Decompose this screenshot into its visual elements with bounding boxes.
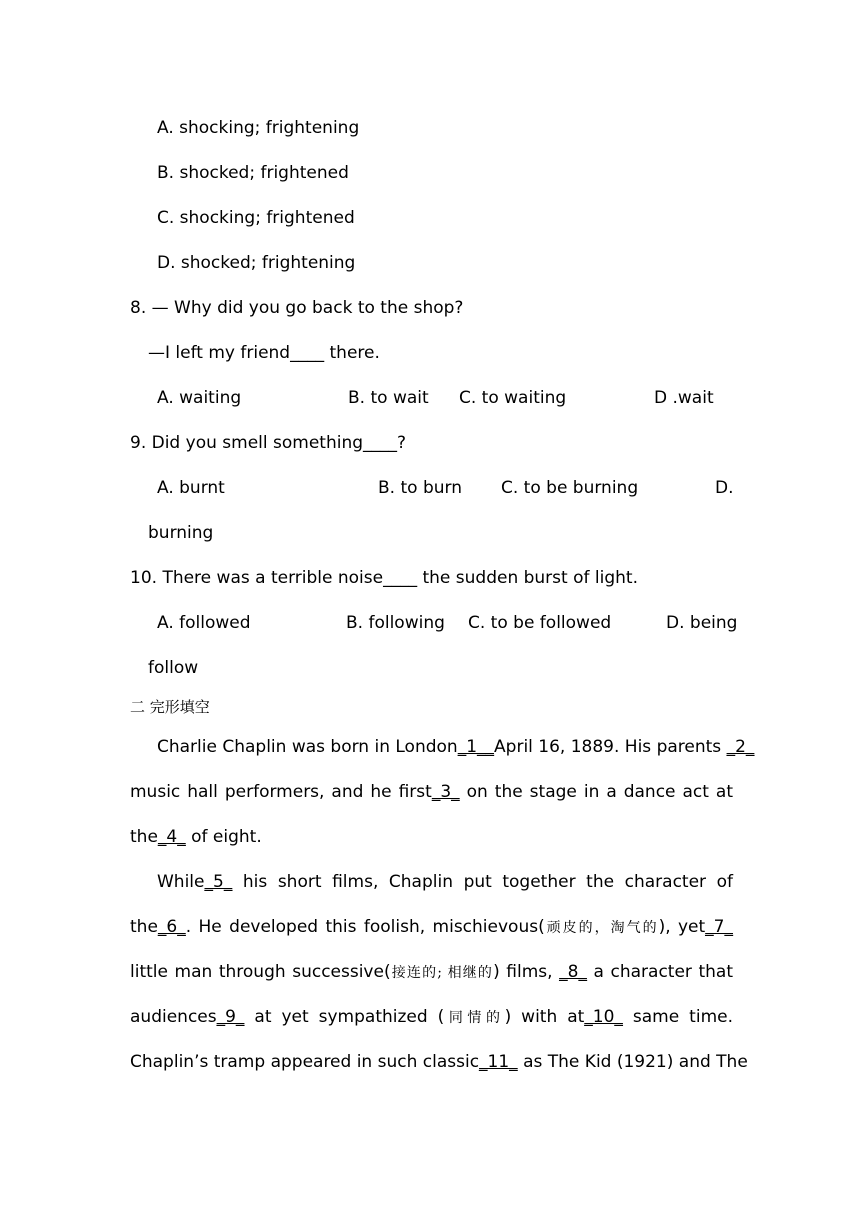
- q10-stem-text: 10. There was a terrible noise: [130, 568, 384, 588]
- passage-text: ), yet: [658, 917, 706, 937]
- passage-p2-line3: [130, 961, 733, 984]
- blank-10: _10_: [584, 1007, 623, 1027]
- q9-stem-end: ?: [397, 433, 407, 453]
- passage-text: same time.: [622, 1007, 733, 1027]
- passage-text: ) with at: [504, 1007, 585, 1027]
- q10-option-d: D. being: [666, 613, 738, 633]
- q9-stem: [130, 432, 406, 454]
- blank-4: _4_: [157, 827, 186, 847]
- passage-text: ) films,: [493, 962, 560, 982]
- passage-text: of eight.: [185, 827, 262, 847]
- passage-text: audiences: [130, 1007, 217, 1027]
- q10-option-c: C. to be followed: [468, 613, 612, 633]
- passage-text: April 16, 1889. His parents: [494, 737, 727, 757]
- passage-text: While: [157, 872, 205, 892]
- q10-stem-end: the sudden burst of light.: [417, 568, 638, 588]
- chinese-gloss: 顽皮的，淘气的: [544, 920, 659, 936]
- q9-option-d-cont: burning: [148, 523, 214, 543]
- blank-2: _2_: [726, 737, 755, 757]
- q7-option-c: C. shocking; frightened: [157, 208, 355, 228]
- q10-option-d-cont: follow: [148, 658, 199, 678]
- blank-1: _1__: [457, 737, 495, 757]
- q9-stem-text: 9. Did you smell something: [130, 433, 364, 453]
- passage-p2-line2: [130, 916, 733, 939]
- q7-option-b: B. shocked; frightened: [157, 163, 349, 183]
- q8-option-d: D .wait: [654, 388, 714, 408]
- blank-3: _3_: [431, 782, 460, 802]
- q9-blank: ____: [363, 433, 398, 453]
- passage-p1-line3: [130, 826, 262, 848]
- q10-blank: ____: [383, 568, 418, 588]
- passage-text: at yet sympathized (: [244, 1007, 445, 1027]
- q9-option-b: B. to burn: [378, 478, 462, 498]
- q9-option-a: A. burnt: [157, 478, 225, 498]
- q7-option-d: D. shocked; frightening: [157, 253, 356, 273]
- section-heading: 二 完形填空: [130, 698, 210, 716]
- passage-text: music hall performers, and he first: [130, 782, 432, 802]
- q8-reply-text: —I left my friend: [148, 343, 291, 363]
- q10-option-a: A. followed: [157, 613, 251, 633]
- blank-8: _8_: [559, 962, 587, 982]
- passage-text: . He developed this foolish, mischievous(: [185, 917, 545, 937]
- q9-option-c: C. to be burning: [501, 478, 639, 498]
- passage-p2-line5: [130, 1051, 748, 1073]
- q7-option-a: A. shocking; frightening: [157, 118, 360, 138]
- passage-p2-line4: [130, 1006, 733, 1029]
- passage-text: the: [130, 917, 158, 937]
- passage-text: Chaplin’s tramp appeared in such classic: [130, 1052, 480, 1072]
- passage-p2-line1: [157, 871, 733, 893]
- blank-9: _9_: [216, 1007, 245, 1027]
- blank-6: _6_: [157, 917, 186, 937]
- chinese-gloss: 接连的; 相继的: [390, 965, 494, 981]
- passage-p1-line2: [130, 781, 733, 803]
- passage-text: on the stage in a dance act at: [459, 782, 733, 802]
- q10-option-b: B. following: [346, 613, 445, 633]
- blank-11: _11_: [479, 1052, 518, 1072]
- q8-option-c: C. to waiting: [459, 388, 567, 408]
- passage-p1-line1: [157, 736, 755, 758]
- q10-stem: [130, 567, 638, 589]
- passage-text: little man through successive(: [130, 962, 391, 982]
- passage-text: the: [130, 827, 158, 847]
- q8-option-b: B. to wait: [348, 388, 429, 408]
- q9-option-d: D.: [715, 478, 734, 498]
- blank-7: _7_: [705, 917, 733, 937]
- q8-blank: ____: [290, 343, 325, 363]
- passage-text: a character that: [586, 962, 734, 982]
- passage-text: Charlie Chaplin was born in London: [157, 737, 458, 757]
- q8-stem: 8. — Why did you go back to the shop?: [130, 298, 464, 318]
- passage-text: as The Kid (1921) and The: [517, 1052, 748, 1072]
- q8-reply-end: there.: [324, 343, 380, 363]
- q8-reply: [148, 342, 380, 364]
- blank-5: _5_: [204, 872, 233, 892]
- passage-text: his short films, Chaplin put together the character of: [232, 872, 733, 892]
- q8-option-a: A. waiting: [157, 388, 242, 408]
- chinese-gloss: 同情的: [444, 1010, 505, 1026]
